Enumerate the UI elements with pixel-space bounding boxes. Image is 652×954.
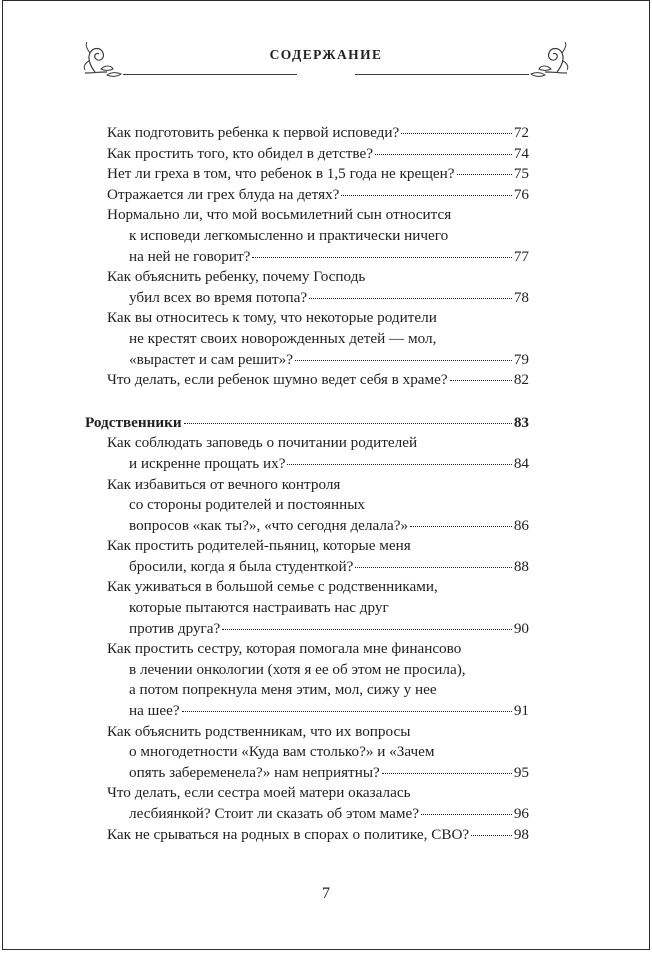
toc-entry[interactable]: [107, 825, 529, 846]
toc-section-heading[interactable]: [85, 413, 529, 434]
toc-entry-line: опять забеременела?» нам неприятны?: [129, 763, 380, 781]
toc-entry-line: к исповеди легкомысленно и практически ничего: [129, 226, 449, 244]
header-rule-right: [355, 74, 529, 75]
toc-entry-line: Как объяснить родственникам, что их вопросы: [107, 722, 411, 740]
toc-entry-line: Как подготовить ребенка к первой исповеди?: [107, 124, 400, 141]
dot-leader: [182, 711, 512, 712]
toc-entry-line: лесбиянкой? Стоит ли сказать об этом маме?: [129, 805, 419, 822]
toc-entry-line: которые пытаются настраивать нас друг: [129, 599, 389, 617]
table-of-contents: [85, 123, 529, 845]
toc-entry-line: Что делать, если ребенок шумно ведет себя в храме?: [107, 371, 448, 389]
toc-page-number: 88: [513, 557, 529, 575]
toc-entry[interactable]: [107, 205, 529, 267]
toc-group-2: [85, 433, 529, 845]
toc-entry-line: на шее?: [129, 702, 180, 720]
toc-page-number: 77: [513, 247, 529, 265]
toc-entry-line: убил всех во время потопа?: [129, 288, 308, 306]
dot-leader: [287, 464, 511, 465]
toc-entry-line: Как объяснить ребенку, почему Господь: [107, 268, 366, 286]
toc-page-number: 98: [513, 825, 529, 843]
toc-entry[interactable]: [107, 123, 529, 144]
page-header: [81, 43, 571, 73]
toc-page-number: 74: [513, 144, 529, 162]
dot-leader: [382, 773, 512, 774]
toc-entry[interactable]: [107, 308, 529, 370]
dot-leader: [410, 526, 512, 527]
toc-entry-line: и искренне прощать их?: [129, 454, 286, 472]
toc-entry-line: Как соблюдать заповедь о почитании родителей: [107, 434, 418, 452]
toc-page-number: 76: [513, 185, 529, 203]
toc-entry-line: Как простить того, кто обидел в детстве?: [107, 144, 373, 162]
dot-leader: [184, 423, 512, 424]
toc-entry-line: против друга?: [129, 619, 221, 637]
header-rule-left: [123, 74, 297, 75]
toc-entry-line: в лечении онкологии (хотя я ее об этом не просила),: [129, 660, 466, 678]
dot-leader: [450, 380, 512, 381]
toc-entry-line: Как простить сестру, которая помогала мне финансово: [107, 640, 462, 658]
dot-leader: [471, 835, 512, 836]
toc-entry-line: Как уживаться в большой семье с родственниками,: [107, 578, 438, 596]
toc-page-number: 79: [513, 350, 529, 368]
toc-entry[interactable]: [107, 475, 529, 537]
toc-entry[interactable]: [107, 536, 529, 577]
toc-page-number: 72: [513, 124, 529, 141]
toc-entry[interactable]: [107, 185, 529, 206]
toc-entry[interactable]: [107, 433, 529, 474]
toc-page-number: 84: [513, 454, 529, 472]
right-ornament-icon: [523, 39, 571, 81]
toc-page-number: 96: [513, 805, 529, 822]
dot-leader: [295, 360, 512, 361]
toc-entry[interactable]: [107, 370, 529, 391]
toc-entry[interactable]: [107, 267, 529, 308]
toc-entry[interactable]: [107, 783, 529, 824]
dot-leader: [222, 629, 512, 630]
toc-entry-line: Что делать, если сестра моей матери оказалась: [107, 784, 411, 802]
toc-page-number: 82: [513, 371, 529, 389]
toc-page-number: 75: [513, 165, 529, 183]
dot-leader: [355, 567, 511, 568]
toc-entry-line: а потом попрекнула меня этим, мол, сижу у нее: [129, 681, 437, 699]
toc-entry-line: со стороны родителей и постоянных: [129, 496, 365, 514]
toc-entry-line: Как не срываться на родных в спорах о политике, СВО?: [107, 825, 470, 843]
section-page-number: 83: [513, 413, 529, 431]
toc-entry-line: Отражается ли грех блуда на детях?: [107, 185, 340, 203]
toc-entry-line: Нормально ли, что мой восьмилетний сын относится: [107, 206, 452, 224]
toc-entry-line: Нет ли греха в том, что ребенок в 1,5 года не крещен?: [107, 165, 455, 183]
toc-page-number: 78: [513, 288, 529, 306]
dot-leader: [457, 174, 512, 175]
toc-entry[interactable]: [107, 577, 529, 639]
toc-page-number: 90: [513, 619, 529, 637]
toc-page-number: 86: [513, 516, 529, 534]
page-title: СОДЕРЖАНИЕ: [269, 47, 383, 62]
page-number: 7: [322, 885, 330, 902]
toc-entry-line: на ней не говорит?: [129, 247, 251, 265]
section-title: Родственники: [85, 413, 182, 431]
dot-leader: [309, 298, 512, 299]
toc-page-number: 91: [513, 702, 529, 720]
toc-entry[interactable]: [107, 164, 529, 185]
toc-entry-line: вопросов «как ты?», «что сегодня делала?»: [129, 516, 409, 534]
dot-leader: [341, 195, 511, 196]
dot-leader: [421, 814, 512, 815]
toc-entry-line: Как простить родителей-пьяниц, которые меня: [107, 537, 411, 555]
toc-entry-line: Как вы относитесь к тому, что некоторые родители: [107, 309, 437, 327]
toc-page-number: 95: [513, 763, 529, 781]
toc-entry-line: Как избавиться от вечного контроля: [107, 475, 341, 493]
book-page: [2, 0, 650, 950]
toc-entry-line: бросили, когда я была студенткой?: [129, 557, 354, 575]
toc-entry-line: «вырастет и сам решит»?: [129, 350, 293, 368]
toc-entry-line: о многодетности «Куда вам столько?» и «Зачем: [129, 743, 435, 761]
dot-leader: [375, 154, 512, 155]
dot-leader: [252, 257, 511, 258]
toc-group-1: [85, 123, 529, 391]
dot-leader: [401, 133, 512, 134]
toc-entry[interactable]: [107, 639, 529, 721]
toc-entry-line: не крестят своих новорожденных детей — мол,: [129, 329, 437, 347]
toc-entry[interactable]: [107, 722, 529, 784]
toc-entry[interactable]: [107, 144, 529, 165]
